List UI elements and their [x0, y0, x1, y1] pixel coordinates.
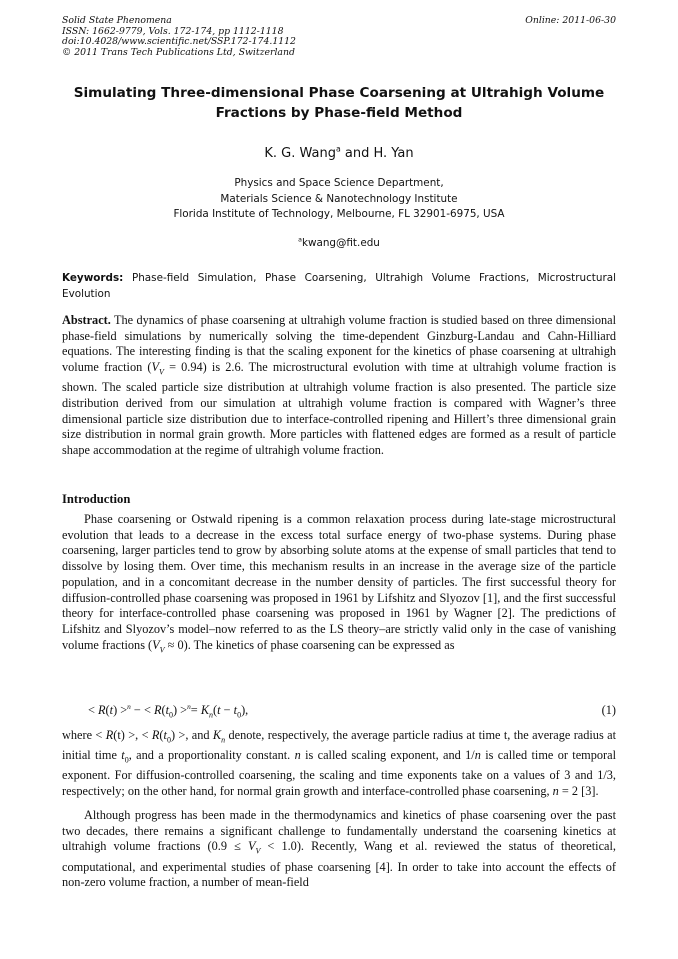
eq-bracket-close: ) >: [113, 703, 128, 717]
abstract-text-a: The dynamics of phase coarsening at ultrahigh volume fraction is studied based on three dimensional phase-field simulations by numerically solving the time-dependent Ginzburg-Landau and Cahn-Hilliard equations. The interesting finding is that the scaling exponent for the kinetics of phase coarsening at ultrahigh volume fraction (: [62, 313, 616, 375]
eq-paren-2: (: [161, 703, 166, 717]
email-affil-mark: a: [298, 236, 302, 244]
para2-n-3: n: [552, 784, 559, 799]
title-line-2: Fractions by Phase-field Method: [215, 105, 463, 121]
eq-bracket: <: [88, 703, 99, 717]
para2-t0: t: [163, 728, 167, 742]
equation-1: [62, 702, 616, 718]
para3-text-a: Although progress has been made in the thermodynamics and kinetics of phase coarsening over the past two decades, there remains a significant challenge to fundamentally understand the coarsening kinetics at ultrahigh volume fractions (0.9 ≤: [62, 808, 616, 854]
para1-vv: V: [152, 637, 160, 652]
para3-text-b: < 1.0). Recently, Wang et al. reviewed the status of theoretical, computational, and experimental studies of phase coarsening [4]. In order to take into account the effects of non-zero volume fraction, a number of mean-field: [62, 839, 616, 890]
paper-title: [62, 83, 616, 123]
eq-exponent-n-2: n: [187, 701, 191, 711]
eq-t: t: [109, 703, 114, 717]
para2-t0-sub: 0: [166, 735, 171, 745]
para2-t0-sub-2: 0: [124, 755, 129, 765]
journal-name: Solid State Phenomena: [62, 15, 172, 26]
keywords: [62, 271, 616, 302]
intro-paragraph-3: [62, 808, 616, 891]
para2-n-2: n: [474, 748, 481, 763]
affiliation-line-1: Physics and Space Science Department,: [234, 177, 444, 189]
abstract-text-b: = 0.94) is 2.6. The microstructural evolution with time at ultrahigh volume fraction is shown. The scaled particle size distribution at ultrahigh volume fraction is also presented. The particle size distribution derived from our simulation at ultrahigh volume fraction is compared with Wagner’s three dimensional particle size distribution due to interface-controlled ripening and Hillert’s three dimensional grain size distribution in normal grain growth. More particles with flattened edges are formed as a result of particle shape accommodation at the regime of ultrahigh volume fraction.: [62, 360, 616, 458]
equation-number: (1): [601, 703, 616, 717]
eq-exponent-n: n: [127, 701, 131, 711]
author-conjunction: and: [340, 146, 374, 161]
eq-minus-2: −: [220, 703, 234, 717]
para2-text-e: , and a proportionality constant.: [128, 748, 295, 763]
abstract-vv-sub: V: [159, 367, 164, 377]
eq-paren-3: (: [213, 703, 218, 717]
eq-K-sub: n: [209, 710, 214, 720]
eq-t0-2: t: [233, 703, 238, 717]
intro-paragraph-1: [62, 512, 616, 658]
affiliation: [62, 176, 616, 223]
eq-t0-sub-2: 0: [237, 710, 242, 720]
intro-paragraph-2: where < R(t) >, < $R(t_0)$ >, and $K_n$ denote, respectively, the average particle radius at time t, the average radius at initial time $t_0$, and a proportionality constant. n is called scaling exponent, and 1/n is called time or temporal exponent. For diffusion-controlled coarsening, the scaling and time exponents take on a values of 3 and 1/3, respectively; on the other hand, for normal grain growth and interface-controlled phase coarsening, n = 2 [3].: [62, 728, 617, 799]
abstract-vv: V: [151, 360, 160, 375]
author-email: [62, 236, 616, 250]
abstract: [62, 313, 616, 459]
para2-text-a: where <: [62, 728, 106, 742]
para2-K-sub: n: [221, 735, 226, 745]
author-1-affil-mark: a: [335, 144, 341, 154]
para2-text-c: ) >, and: [170, 728, 213, 742]
para3-vv-sub: V: [255, 846, 261, 856]
journal-issn: ISSN: 1662-9779, Vols. 172-174, pp 1112-1118: [62, 25, 284, 37]
para1-text-a: Phase coarsening or Ostwald ripening is a common relaxation process during late-stage microstructural evolution that leads to a decrease in the excess total surface energy of two-phase systems. During phase coarsening, larger particles tend to grow by absorbing solute atoms at the expense of small particles that tend to dissolve by losing them. Over time, this mechanism results in an increase in the average size of the particle population, and in a concomitant decrease in the number density of particles. The first successful theory for diffusion-controlled phase coarsening was proposed in 1961 by Lifshitz and Slyozov [1], and the first successful theory for interface-controlled phase coarsening was proposed in 1961 by Wagner [2]. The predictions of Lifshitz and Slyozov’s model–now referred to as the LS theory–are strictly valid only in the case of vanishing volume fractions (: [62, 512, 616, 652]
author-1: K. G. Wang: [264, 146, 336, 161]
eq-t0-sub: 0: [169, 710, 173, 720]
para2-text-g: is called time or temporal exponent. For diffusion-controlled coarsening, the scaling and time exponents take on a values of 3 and 1/3, respectively; on the other hand, for normal grain growth and interface-controlled phase coarsening,: [62, 748, 617, 799]
affiliation-line-2: Materials Science & Nanotechnology Institute: [220, 192, 458, 205]
affiliation-line-3: Florida Institute of Technology, Melbourne, FL 32901-6975, USA: [173, 208, 505, 220]
para2-text-f: is called scaling exponent, and 1/: [300, 748, 475, 763]
para2-t0-2: t: [121, 748, 125, 763]
para2-R0: R: [151, 728, 160, 742]
journal-copyright: © 2011 Trans Tech Publications Ltd, Switzerland: [62, 46, 295, 58]
journal-doi: doi:10.4028/www.scientific.net/SSP.172-174.1112: [62, 36, 296, 48]
keywords-text: Phase-field Simulation, Phase Coarsening, Ultrahigh Volume Fractions, Microstructural Evolution: [62, 272, 616, 300]
para3-vv: V: [247, 839, 256, 854]
para1-vv-sub: V: [159, 645, 165, 655]
eq-equals: =: [190, 703, 201, 717]
eq-minus: − <: [130, 703, 154, 717]
eq-R0: R: [153, 703, 162, 717]
para2-K: K: [212, 728, 222, 742]
keywords-label: Keywords:: [62, 272, 124, 284]
eq-R: R: [98, 703, 106, 717]
eq-t-2: t: [217, 703, 221, 717]
author-list: [62, 146, 616, 162]
para1-text-b: ≈ 0). The kinetics of phase coarsening can be expressed as: [164, 637, 455, 652]
email-address[interactable]: kwang@fit.edu: [301, 237, 380, 249]
author-2: H. Yan: [373, 146, 414, 161]
section-heading-introduction: Introduction: [62, 492, 131, 506]
eq-paren: (: [105, 703, 110, 717]
title-line-1: Simulating Three-dimensional Phase Coarsening at Ultrahigh Volume: [73, 85, 605, 101]
online-date: Online: 2011-06-30: [525, 15, 616, 26]
eq-t0: t: [165, 703, 169, 717]
journal-header: [62, 16, 616, 58]
para2-R: R: [105, 728, 114, 742]
equation-body: [88, 702, 248, 723]
para2-n: n: [294, 748, 301, 763]
para2-text-d: denote, respectively, the average particle radius at time t, the average radius at initial time: [62, 728, 616, 763]
abstract-label: Abstract.: [62, 313, 111, 327]
eq-K: K: [200, 703, 210, 717]
para2-text-b: (t) >, <: [113, 728, 152, 742]
eq-bracket-close-2: ) >: [173, 703, 188, 717]
para2-text-h: = 2 [3].: [558, 784, 599, 799]
eq-close: ),: [241, 703, 249, 717]
